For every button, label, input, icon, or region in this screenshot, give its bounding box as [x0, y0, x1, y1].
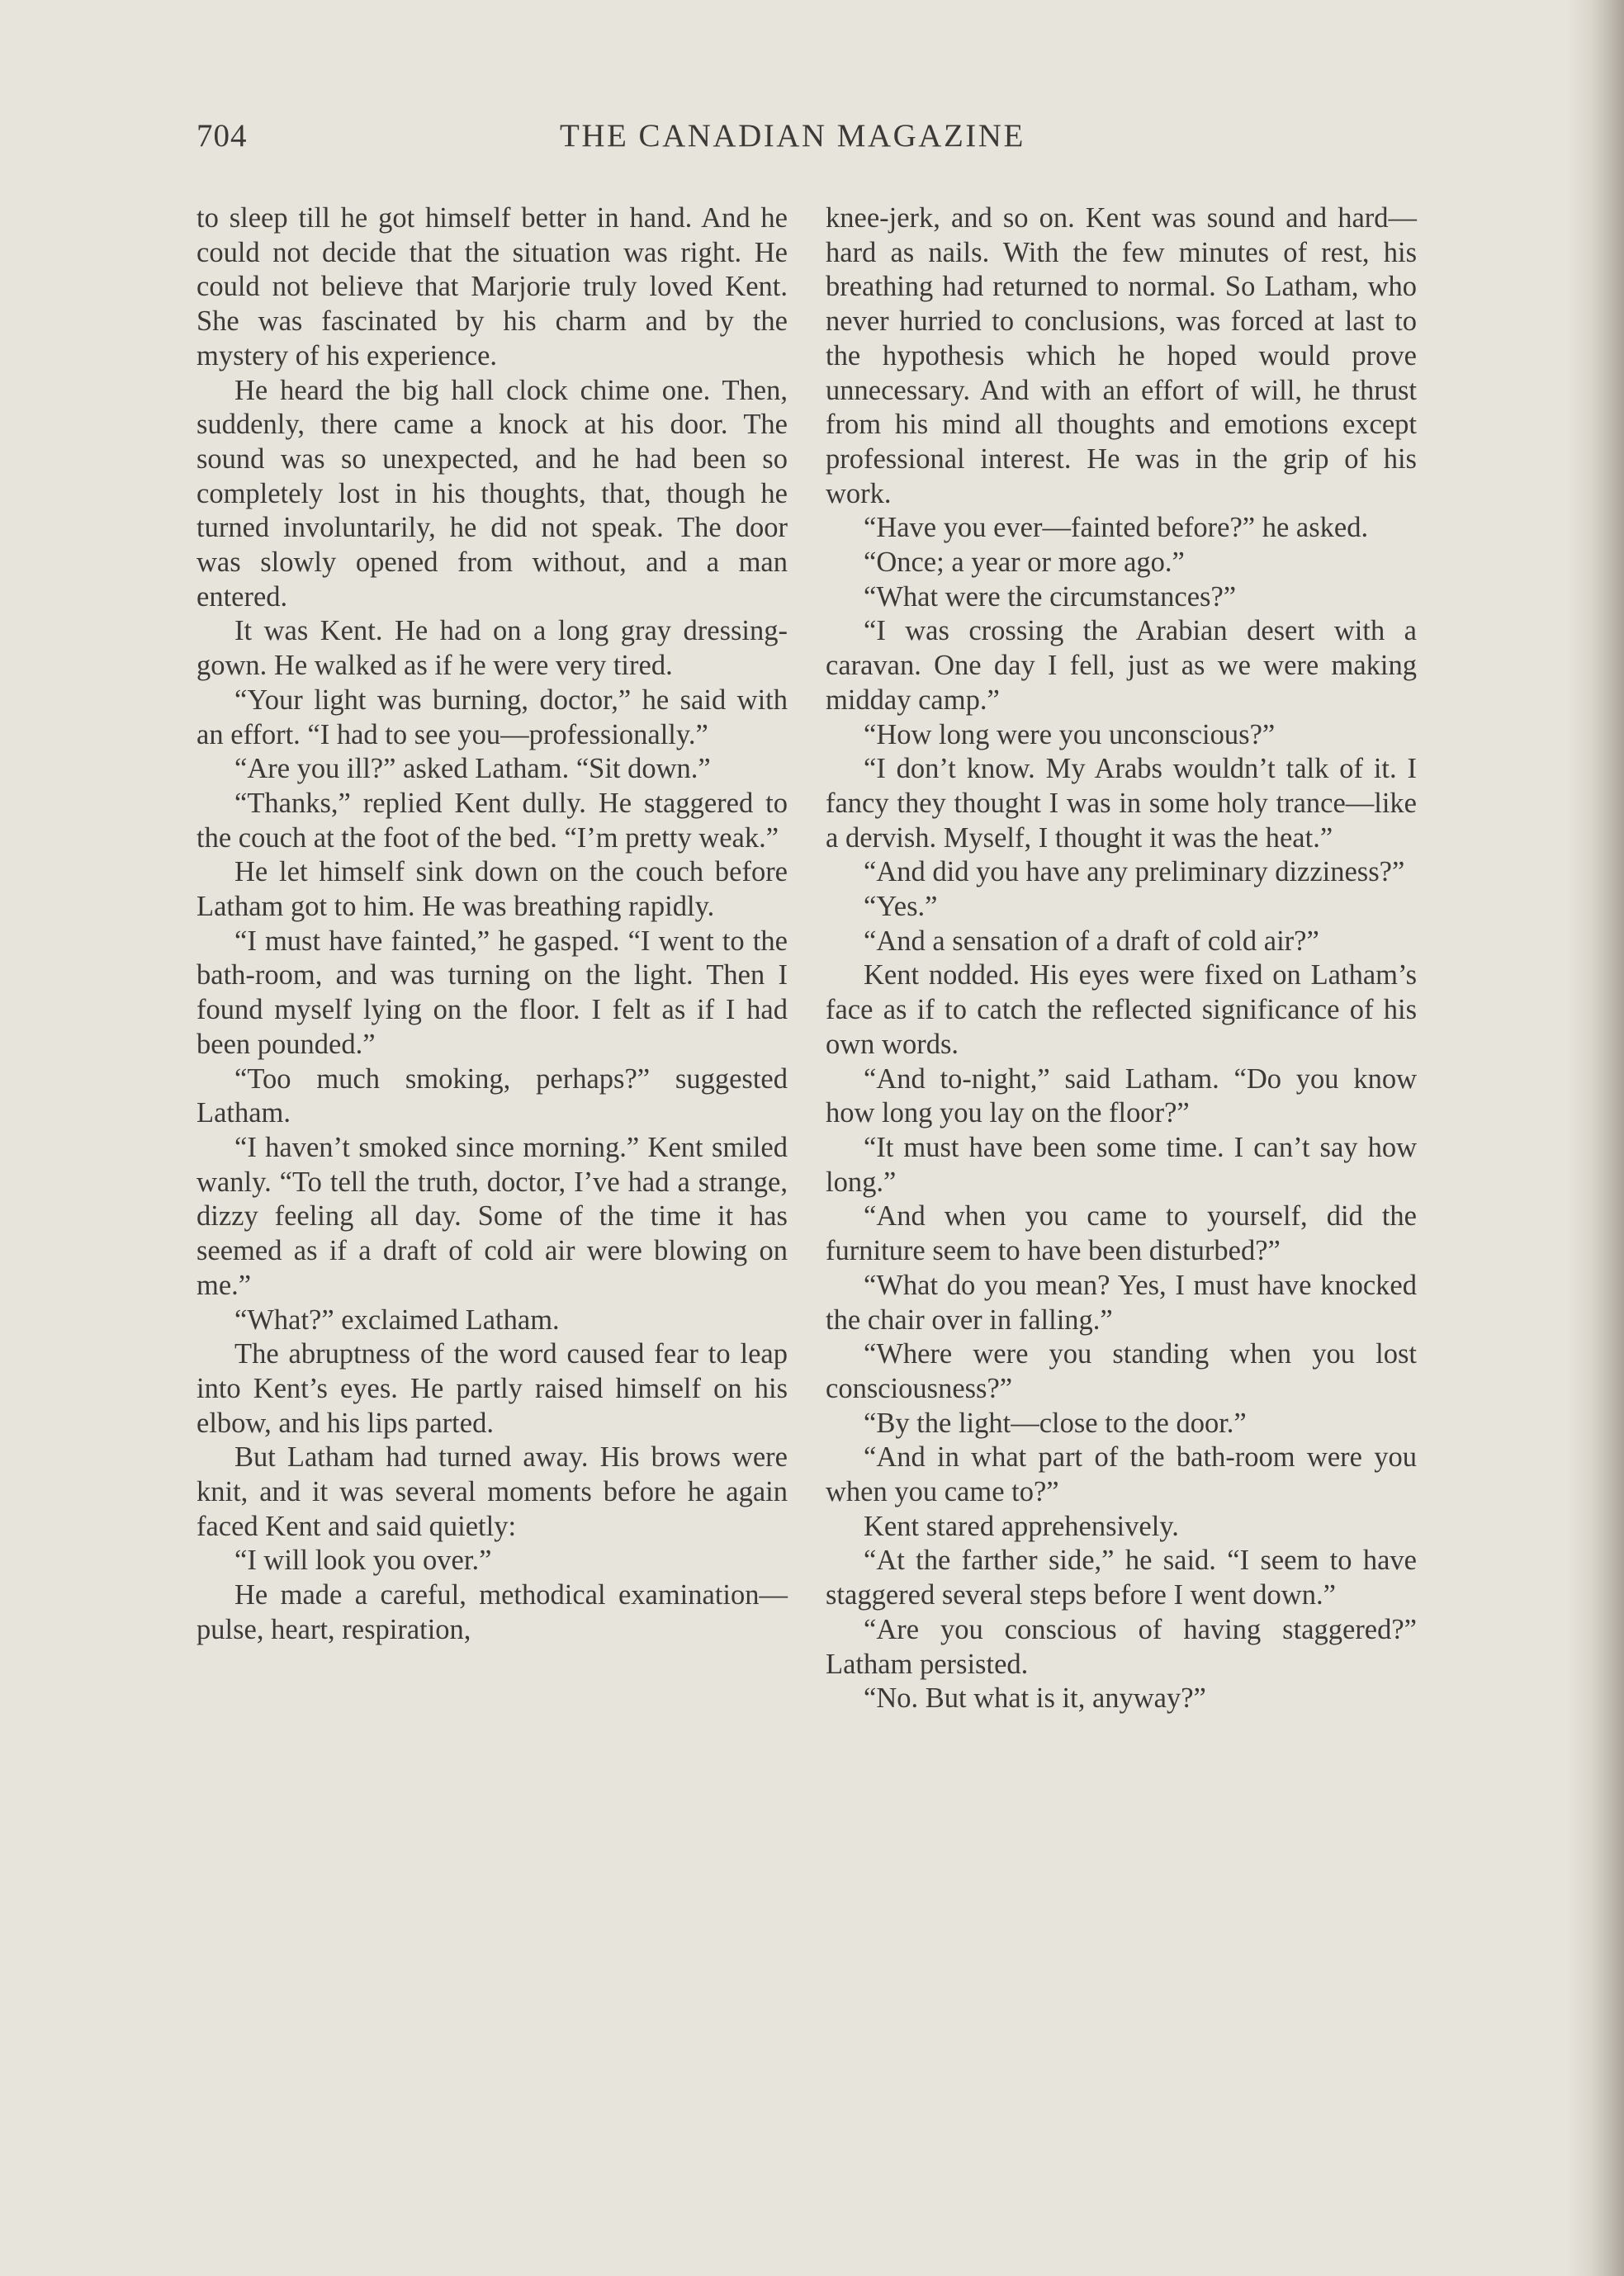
- paragraph: “Where were you standing when you lost consciousness?”: [826, 1338, 1417, 1404]
- paragraph: “Too much smoking, perhaps?” suggested Latham.: [196, 1062, 788, 1129]
- paragraph: “What do you mean? Yes, I must have knocked the chair over in falling.”: [826, 1269, 1417, 1336]
- running-head: THE CANADIAN MAGAZINE: [560, 118, 1025, 154]
- paragraph: “Are you ill?” asked Latham. “Sit down.”: [234, 753, 711, 785]
- paragraph: “And to-night,” said Latham. “Do you know how long you lay on the floor?”: [826, 1062, 1417, 1129]
- paragraph: Kent nodded. His eyes were fixed on Latham’s face as if to catch the reflected significance of his own words.: [826, 959, 1417, 1060]
- paragraph: “At the farther side,” he said. “I seem to have staggered several steps before I went down.”: [826, 1545, 1417, 1611]
- paragraph: “Are you conscious of having staggered?” Latham persisted.: [826, 1613, 1417, 1680]
- paragraph: “I don’t know. My Arabs wouldn’t talk of it. I fancy they thought I was in some holy trance—like a dervish. Myself, I thought it was the heat.”: [826, 753, 1417, 854]
- paragraph: It was Kent. He had on a long gray dressing-gown. He walked as if he were very tired.: [196, 615, 788, 682]
- paragraph: “By the light—close to the door.”: [864, 1407, 1247, 1439]
- paragraph: “Your light was burning, doctor,” he said with an effort. “I had to see you—professionally.”: [196, 684, 788, 750]
- paragraph: “How long were you unconscious?”: [864, 718, 1276, 750]
- paragraph: But Latham had turned away. His brows were knit, and it was several moments before he again faced Kent and said quietly:: [196, 1441, 788, 1542]
- page-header: [0, 117, 1624, 167]
- paragraph: He let himself sink down on the couch before Latham got to him. He was breathing rapidly.: [196, 856, 788, 923]
- paragraph: Kent stared apprehensively.: [864, 1510, 1179, 1542]
- left-column: [196, 201, 788, 1648]
- paragraph: to sleep till he got himself better in hand. And he could not decide that the situation was right. He could not believe that Marjorie truly loved Kent. She was fascinated by his charm and by the mystery of his experience.: [196, 202, 788, 371]
- paragraph: “Yes.”: [864, 891, 938, 923]
- paragraph: “I was crossing the Arabian desert with a caravan. One day I fell, just as we were making midday camp.”: [826, 615, 1417, 716]
- paragraph: “Thanks,” replied Kent dully. He staggered to the couch at the foot of the bed. “I’m pretty weak.”: [196, 787, 788, 854]
- paragraph: “I haven’t smoked since morning.” Kent smiled wanly. “To tell the truth, doctor, I’ve had a strange, dizzy feeling all day. Some of the time it has seemed as if a draft of cold air were blowing on me.”: [196, 1131, 788, 1301]
- paragraph: He heard the big hall clock chime one. Then, suddenly, there came a knock at his door. The sound was so unexpected, and he had been so completely lost in his thoughts, that, though he turned involuntarily, he did not speak. The door was slowly opened from without, and a man entered.: [196, 374, 788, 613]
- paragraph: knee-jerk, and so on. Kent was sound and hard—hard as nails. With the few minutes of rest, his breathing had returned to normal. So Latham, who never hurried to conclusions, was forced at last to the hypothesis which he hoped would prove unnecessary. And with an effort of will, he thrust from his mind all thoughts and emotions except professional interest. He was in the grip of his work.: [826, 202, 1417, 509]
- paragraph: He made a careful, methodical examination—pulse, heart, respiration,: [196, 1579, 788, 1645]
- paragraph: “And in what part of the bath-room were you when you came to?”: [826, 1441, 1417, 1508]
- paragraph: “And did you have any preliminary dizziness?”: [864, 856, 1405, 888]
- page-number: 704: [196, 118, 248, 154]
- right-column: [826, 201, 1417, 1716]
- paragraph: “Once; a year or more ago.”: [864, 547, 1185, 579]
- paragraph: “I will look you over.”: [234, 1545, 492, 1577]
- paragraph: “And when you came to yourself, did the furniture seem to have been disturbed?”: [826, 1200, 1417, 1267]
- page-edge-shadow: [1566, 0, 1624, 2276]
- paragraph: The abruptness of the word caused fear to leap into Kent’s eyes. He partly raised himself on his elbow, and his lips parted.: [196, 1338, 788, 1439]
- paragraph: “And a sensation of a draft of cold air?”: [864, 925, 1319, 957]
- paragraph: “What?” exclaimed Latham.: [234, 1304, 560, 1336]
- paragraph: “No. But what is it, anyway?”: [864, 1682, 1206, 1715]
- paragraph: “It must have been some time. I can’t say how long.”: [826, 1131, 1417, 1198]
- paragraph: “I must have fainted,” he gasped. “I went to the bath-room, and was turning on the light. Then I found myself lying on the floor. I felt as if I had been pounded.”: [196, 925, 788, 1060]
- paragraph: “What were the circumstances?”: [864, 580, 1237, 613]
- paragraph: “Have you ever—fainted before?” he asked.: [864, 512, 1369, 544]
